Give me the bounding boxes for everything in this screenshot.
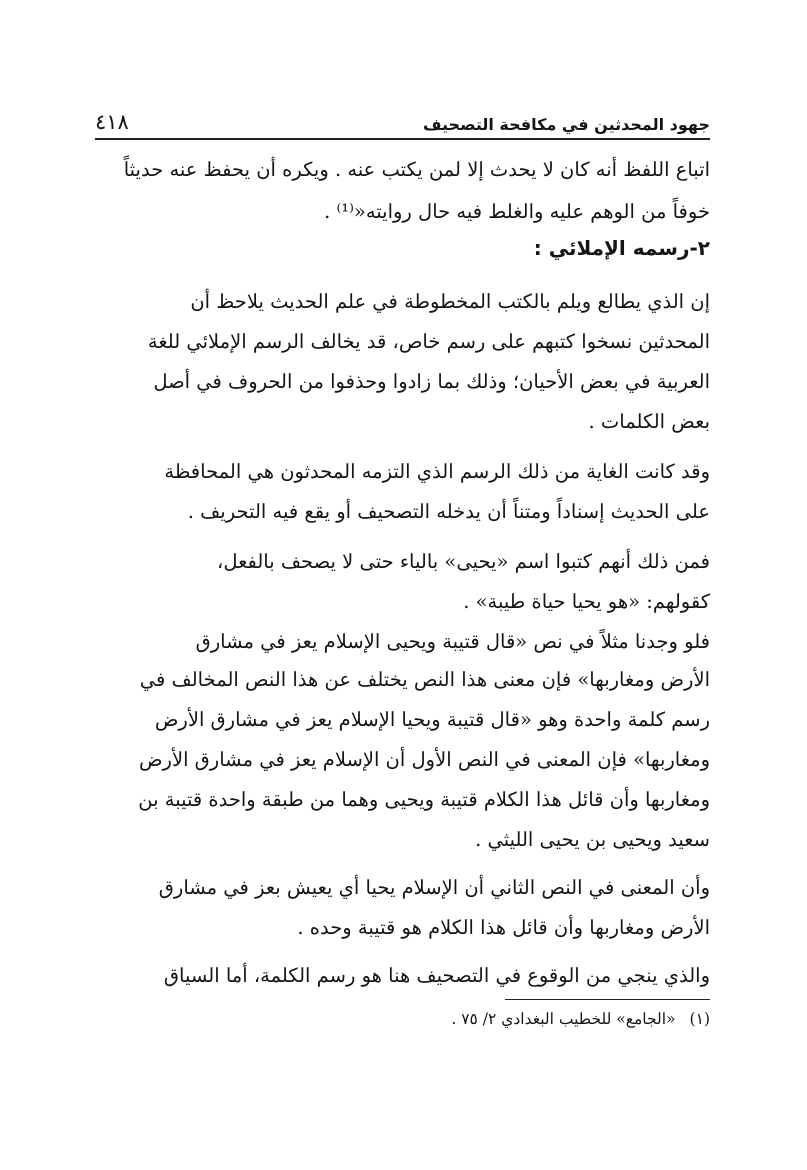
text-line: المحدثين نسخوا كتبهم على رسم خاص، قد يخالف الرسم الإملائي للغة [147,330,710,353]
footnote [451,1010,710,1028]
page-number: ٤١٨ [95,110,129,134]
text-line: العربية في بعض الأحيان؛ وذلك بما زادوا وحذفوا من الحروف في أصل [153,370,710,393]
footnote-rule [505,999,710,1000]
text-line: اتباع اللفظ أنه كان لا يحدث إلا لمن يكتب عنه . ويكره أن يحفظ عنه حديثاً [123,158,710,181]
header-rule [95,138,710,140]
running-title: جهود المحدثين في مكافحة التصحيف [422,115,710,134]
text-line: والذي ينجي من الوقوع في التصحيف هنا هو رسم الكلمة، أما السياق [163,964,710,987]
text-line: فمن ذلك أنهم كتبوا اسم «يحيى» بالياء حتى لا يصحف بالفعل، [217,550,710,573]
text-line: سعيد ويحيى بن يحيى الليثي . [475,828,710,851]
text-line: خوفاً من الوهم عليه والغلط فيه حال روايته«⁽¹⁾ . [324,200,710,223]
text-line: إن الذي يطالع ويلم بالكتب المخطوطة في علم الحديث يلاحظ أن [190,290,710,313]
text-line: على الحديث إسناداً ومتناً أن يدخله التصحيف أو يقع فيه التحريف . [187,500,710,523]
text-line: كقولهم: «هو يحيا حياة طيبة» . [463,590,710,613]
text-line: الأرض ومغاربها» فإن معنى هذا النص يختلف عن هذا النص المخالف في [139,668,710,691]
text-line: وأن المعنى في النص الثاني أن الإسلام يحيا أي يعيش بعز في مشارق [158,876,710,899]
text-line: بعض الكلمات . [588,410,710,433]
page-header [95,104,710,134]
text-line: ومغاربها» فإن المعنى في النص الأول أن الإسلام يعز في مشارق الأرض [138,748,710,771]
text-line: رسم كلمة واحدة وهو «قال قتيبة ويحيا الإسلام يعز في مشارق الأرض [154,708,710,731]
text-line: فلو وجدنا مثلاً في نص «قال قتيبة ويحيى الإسلام يعز في مشارق [195,630,710,653]
text-line: الأرض ومغاربها وأن قائل هذا الكلام هو قتيبة وحده . [297,916,710,939]
footnote-number: (١) [689,1010,710,1028]
text-line: ومغاربها وأن قائل هذا الكلام قتيبة ويحيى وهما من طبقة واحدة قتيبة بن [138,788,710,811]
text-line: وقد كانت الغاية من ذلك الرسم الذي التزمه المحدثون هي المحافظة [164,460,710,483]
footnote-text: «الجامع» للخطيب البغدادي ٢/ ٧٥ . [451,1010,676,1028]
section-heading: ٢-رسمه الإملائي : [533,236,710,260]
